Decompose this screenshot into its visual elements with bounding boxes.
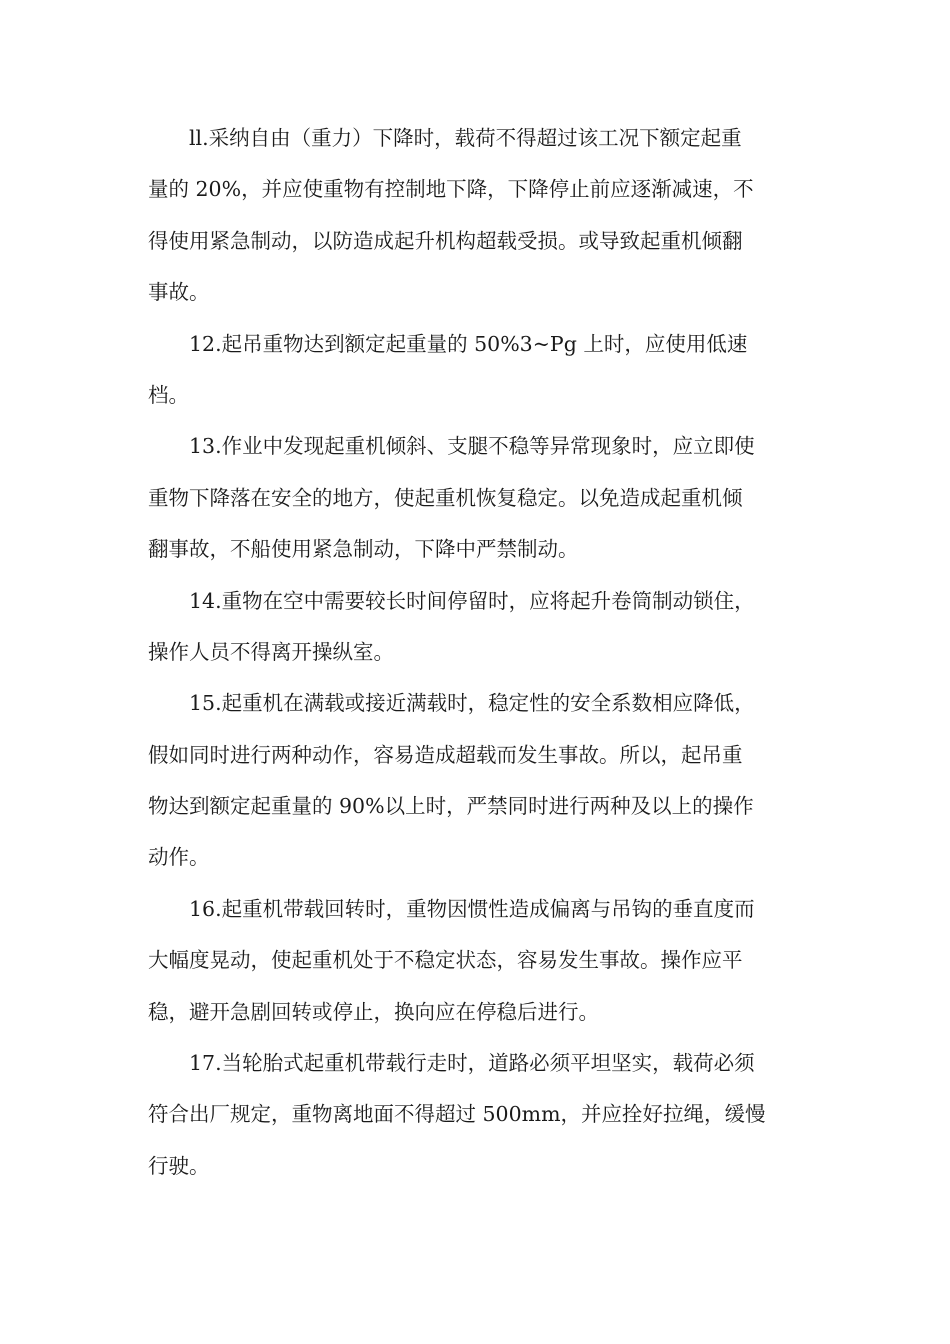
- text-line: 14.重物在空中需要较长时间停留时，应将起升卷筒制动锁住，: [189, 588, 755, 613]
- text-line: 重物下降落在安全的地方，使起重机恢复稳定。以免造成起重机倾: [148, 485, 743, 510]
- text-line: 稳，避开急剧回转或停止，换向应在停稳后进行。: [148, 999, 599, 1024]
- paragraph-16: [148, 884, 806, 1038]
- text-line: 翻事故，不船使用紧急制动，下降中严禁制动。: [148, 537, 579, 562]
- text-line: 得使用紧急制动，以防造成起升机构超载受损。或导致起重机倾翻: [148, 228, 743, 253]
- text-line: 档。: [148, 382, 189, 407]
- text-line: 物达到额定起重量的 90%以上时，严禁同时进行两种及以上的操作: [148, 794, 754, 819]
- text-line: 事故。: [148, 280, 210, 305]
- text-line: 16.起重机带载回转时，重物因惯性造成偏离与吊钩的垂直度而: [189, 896, 755, 921]
- paragraph-15: [148, 678, 806, 884]
- text-line: 假如同时进行两种动作，容易造成超载而发生事故。所以，起吊重: [148, 742, 743, 767]
- text-line: ll.采纳自由（重力）下降时，载荷不得超过该工况下额定起重: [189, 126, 742, 150]
- text-line: 17.当轮胎式起重机带载行走时，道路必须平坦坚实，载荷必须: [189, 1051, 755, 1076]
- text-line: 操作人员不得离开操纵室。: [148, 639, 394, 664]
- text-line: 15.起重机在满载或接近满载时，稳定性的安全系数相应降低，: [189, 691, 755, 716]
- text-line: 12.起吊重物达到额定起重量的 50%3~Pg 上时，应使用低速: [189, 331, 748, 356]
- text-line: 13.作业中发现起重机倾斜、支腿不稳等异常现象时，应立即使: [189, 434, 755, 459]
- paragraph-17: [148, 1038, 806, 1192]
- paragraph-13: [148, 421, 806, 575]
- paragraph-12: [148, 319, 806, 422]
- text-line: 行驶。: [148, 1153, 210, 1178]
- document-page: [148, 113, 806, 1192]
- text-line: 符合出厂规定，重物离地面不得超过 500mm，并应拴好拉绳，缓慢: [148, 1102, 766, 1127]
- text-line: 量的 20%，并应使重物有控制地下降，下降停止前应逐渐减速，不: [148, 177, 754, 202]
- paragraph-14: [148, 576, 806, 679]
- text-line: 动作。: [148, 845, 210, 870]
- paragraph-11: [148, 113, 806, 319]
- text-line: 大幅度晃动，使起重机处于不稳定状态，容易发生事故。操作应平: [148, 948, 743, 973]
